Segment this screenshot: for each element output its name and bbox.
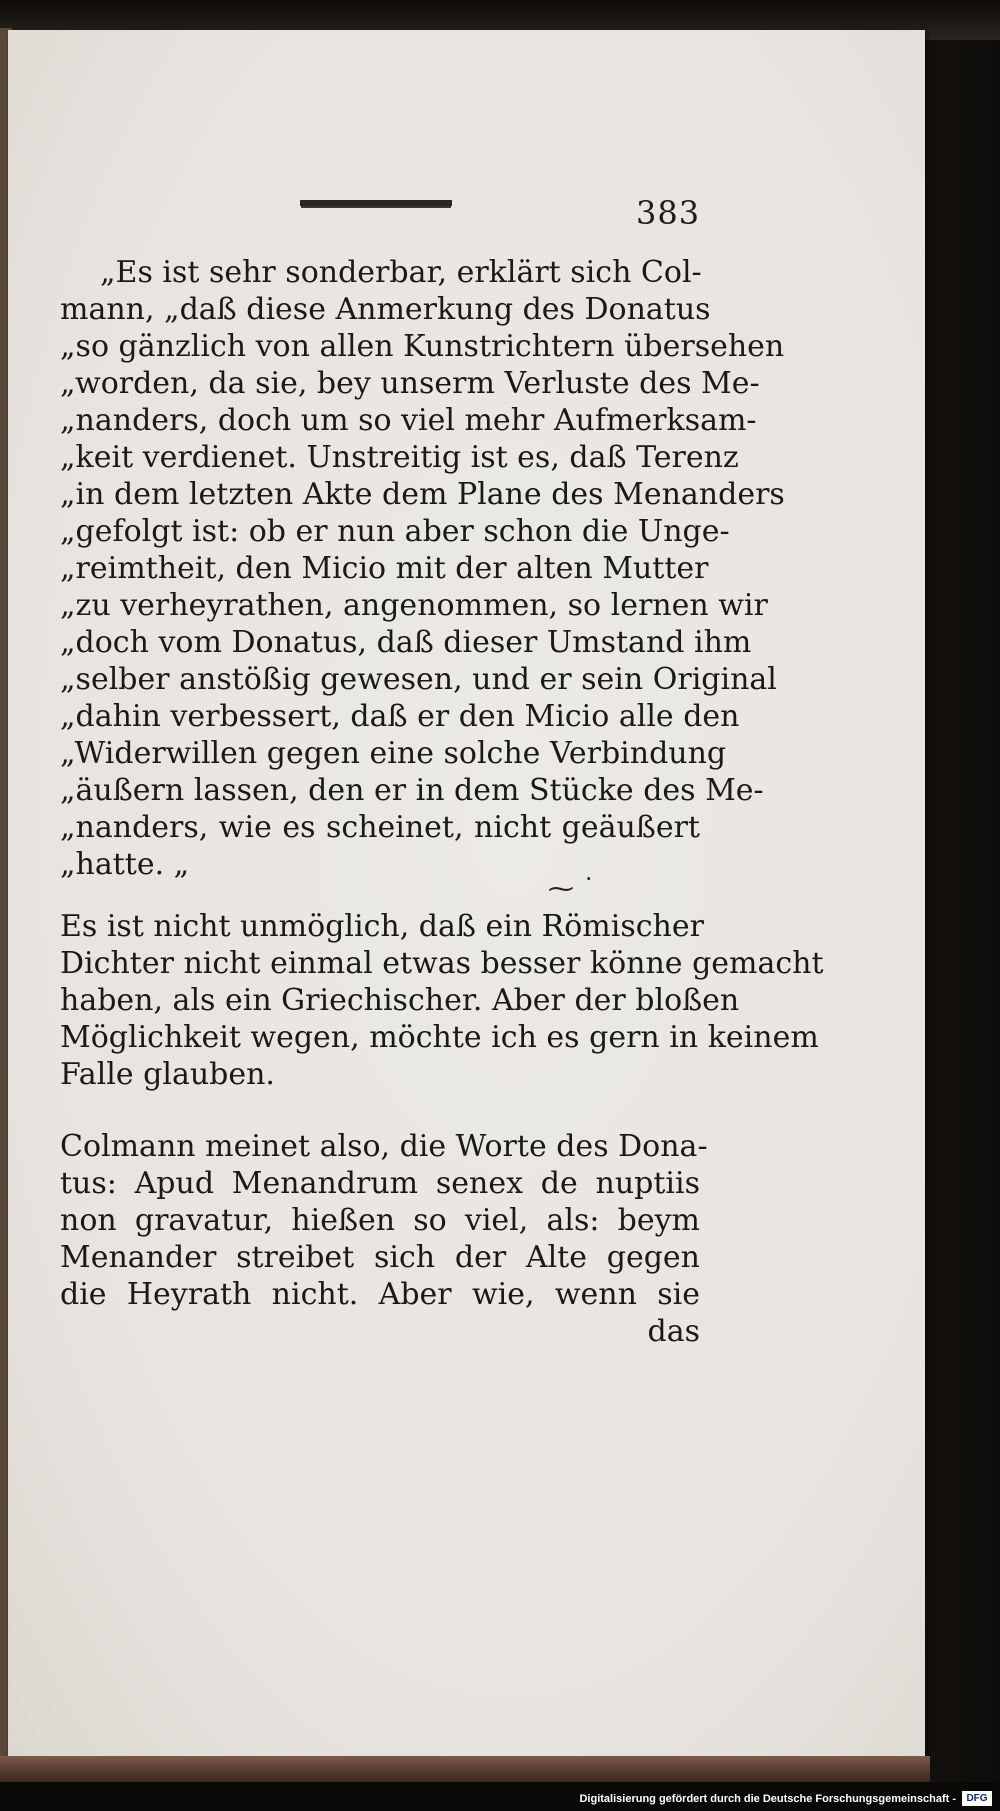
text-line: „hatte. „ <box>60 847 190 882</box>
text-line: Falle glauben. <box>60 1057 275 1092</box>
text-line: Es ist nicht unmöglich, daß ein Römischer <box>60 909 704 944</box>
text-line: Menander streibet sich der Alte gegen <box>60 1240 700 1275</box>
text-line: Colmann meinet also, die Worte des Dona- <box>60 1129 708 1164</box>
text-line: „keit verdienet. Unstreitig ist es, daß Terenz <box>60 440 739 475</box>
flourish-ornament-icon: ⁓ ˙ <box>548 874 596 904</box>
text-line: „selber anstößig gewesen, und er sein Original <box>60 662 777 697</box>
text-line: „Widerwillen gegen eine solche Verbindung <box>60 736 727 771</box>
paragraph-colmann <box>60 1128 708 1350</box>
text-line: „worden, da sie, bey unserm Verluste des Me- <box>60 366 760 401</box>
text-line: non gravatur, hießen so viel, als: beym <box>60 1203 700 1238</box>
paragraph-quote <box>60 254 785 883</box>
text-line: „dahin verbessert, daß er den Micio alle den <box>60 699 740 734</box>
text-line: „reimtheit, den Micio mit der alten Mutter <box>60 551 709 586</box>
text-line: mann, „daß diese Anmerkung des Donatus <box>60 292 711 327</box>
paragraph-commentary <box>60 908 824 1093</box>
text-line: Dichter nicht einmal etwas besser könne gemacht <box>60 946 824 981</box>
text-line: „zu verheyrathen, angenommen, so lernen wir <box>60 588 768 623</box>
text-line: „nanders, wie es scheinet, nicht geäußert <box>60 810 700 845</box>
text-line: „Es ist sehr sonderbar, erklärt sich Col- <box>100 255 702 290</box>
text-line: „in dem letzten Akte dem Plane des Menanders <box>60 477 785 512</box>
text-line: „gefolgt ist: ob er nun aber schon die Unge- <box>60 514 730 549</box>
dfg-logo-icon: DFG <box>962 1791 992 1806</box>
text-line: die Heyrath nicht. Aber wie, wenn sie <box>60 1277 700 1312</box>
text-line: „nanders, doch um so viel mehr Aufmerksam- <box>60 403 757 438</box>
header-rule-ornament <box>300 200 452 206</box>
text-line: „doch vom Donatus, daß dieser Umstand ihm <box>60 625 752 660</box>
text-line: Möglichkeit wegen, möchte ich es gern in keinem <box>60 1020 819 1055</box>
text-line: tus: Apud Menandrum senex de nuptiis <box>60 1166 700 1201</box>
page-number: 383 <box>636 194 701 232</box>
text-line: haben, als ein Griechischer. Aber der bloßen <box>60 983 740 1018</box>
book-bottom-edge <box>0 1756 930 1782</box>
catchword: das <box>647 1314 700 1349</box>
text-line: „äußern lassen, den er in dem Stücke des Me- <box>60 773 764 808</box>
footer-credit: Digitalisierung gefördert durch die Deutsche Forschungsgemeinschaft - <box>579 1793 956 1805</box>
text-line: „so gänzlich von allen Kunstrichtern übersehen <box>60 329 785 364</box>
